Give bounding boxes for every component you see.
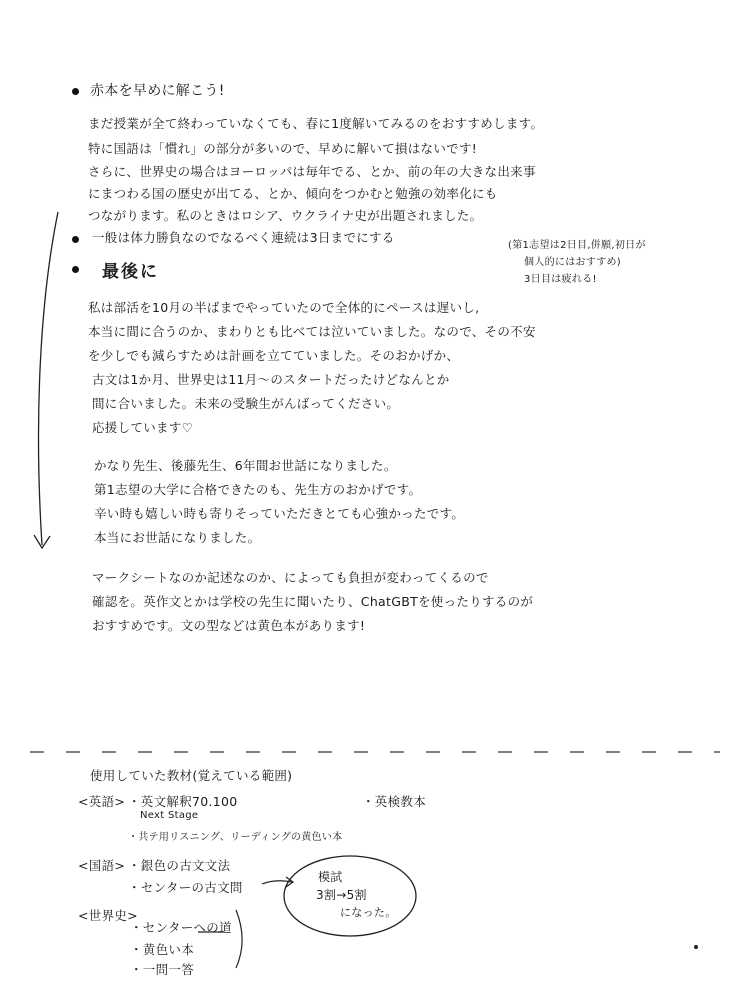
section3-line: かなり先生、後藤先生、6年間お世話になりました。 [94,458,397,473]
section3-line: 応援しています♡ [92,420,194,435]
bullet-dot [72,266,79,273]
section2-note: (第1志望は2日目,併願,初日が [508,240,646,251]
english-item: ・英文解釈70.100 [128,794,238,809]
section1-line: 特に国語は「慣れ」の部分が多いので、早めに解いて損はないです! [88,141,478,156]
section3-line: 辛い時も嬉しい時も寄りそっていただきとても心強かったです。 [94,506,465,521]
stray-dot [694,945,698,949]
english-item-sub: Next Stage [140,810,199,821]
section1-line: さらに、世界史の場合はヨーロッパは毎年でる、とか、前の年の大きな出来事 [88,164,536,179]
japanese-item: ・センターの古文問 [128,880,243,895]
section3-line: 本当にお世話になりました。 [94,530,261,545]
section3-heading: 最後に [102,262,159,282]
margin-arrow-line [39,212,58,545]
bubble-text: 3割→5割 [316,888,367,902]
materials-title: 使用していた教材(覚えている範囲) [90,768,293,783]
history-item: ・センターへの道 [130,920,232,935]
section1-line: にまつわる国の歴史が出てる、とか、傾向をつかむと勉強の効率化にも [88,186,498,201]
section3-line: 古文は1か月、世界史は11月〜のスタートだったけどなんとか [92,372,450,387]
section3-line: 本当に間に合うのか、まわりとも比べては泣いていました。なので、その不安 [88,324,536,339]
english-item-extra: ・英検教本 [362,794,427,809]
history-item: ・一問一答 [130,962,195,977]
section1-heading: 赤本を早めに解こう! [90,83,225,99]
section3-line: 第1志望の大学に合格できたのも、先生方のおかげです。 [94,482,422,497]
japanese-item: ・銀色の古文文法 [128,858,231,873]
english-item: ・共テ用リスニング、リーディングの黄色い本 [128,832,343,843]
section3-line: を少しでも減らすためは計画を立てていました。そのおかげか、 [88,348,460,363]
bubble-text: 模試 [318,870,343,884]
section4-line: 確認を。英作文とかは学校の先生に聞いたり、ChatGBTを使ったりするのが [92,594,534,609]
bullet-dot [72,236,79,243]
section4-line: マークシートなのか記述なのか、によっても負担が変わってくるので [92,570,489,585]
japanese-label: <国語> [78,858,126,873]
section2-note: 3日目は疲れる! [524,274,597,285]
section3-line: 私は部活を10月の半ばまでやっていたので全体的にペースは遅いし, [88,300,480,315]
section4-line: おすすめです。文の型などは黄色本があります! [92,618,366,633]
history-label: <世界史> [78,908,138,923]
section1-line: まだ授業が全て終わっていなくても、春に1度解いてみるのをおすすめします。 [88,116,544,131]
section2-note: 個人的にはおすすめ) [524,257,622,268]
section2-text: 一般は体力勝負なのでなるべく連続は3日までにする [92,230,395,245]
bubble-text: になった。 [340,906,397,919]
bullet-dot [72,88,79,95]
bracket-mark [236,910,242,968]
section1-line: つながります。私のときはロシア、ウクライナ史が出題されました。 [88,208,483,223]
english-label: <英語> [78,794,126,809]
section3-line: 間に合いました。未来の受験生がんばってください。 [92,396,400,411]
history-item: ・黄色い本 [130,942,195,957]
